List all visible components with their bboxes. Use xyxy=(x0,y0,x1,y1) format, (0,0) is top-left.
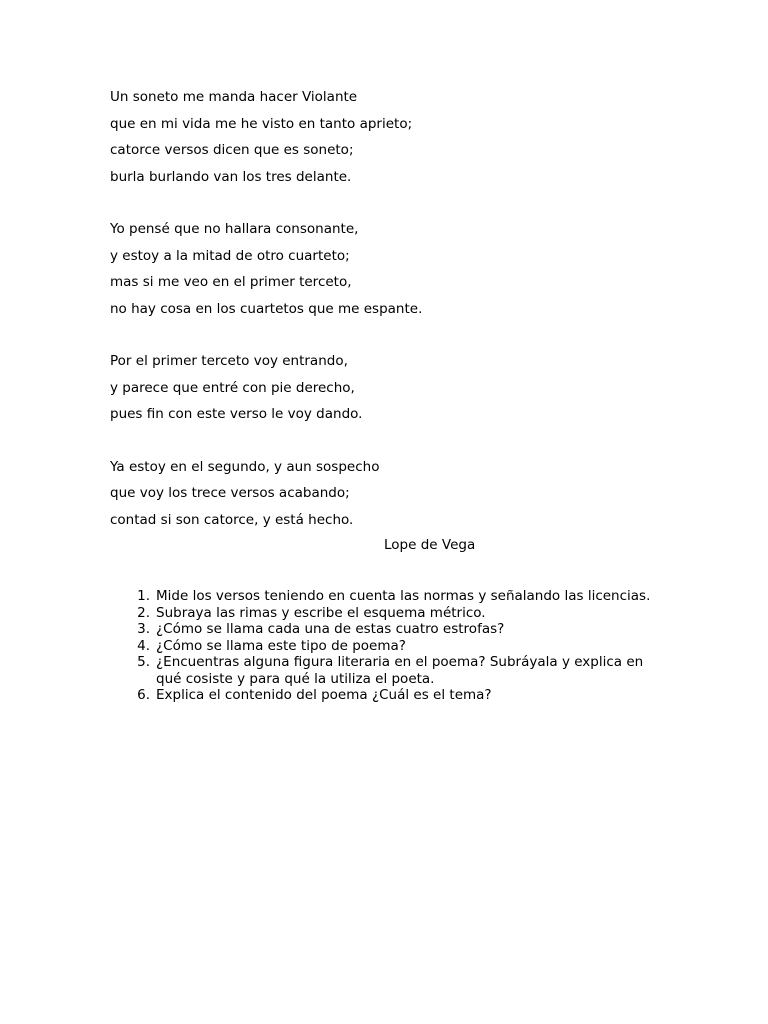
stanza-4 xyxy=(110,454,670,534)
question-item xyxy=(130,621,660,638)
question-item xyxy=(130,638,660,655)
question-number: 3. xyxy=(137,621,150,637)
question-item xyxy=(130,687,660,704)
question-text: Subraya las rimas y escribe el esquema métrico. xyxy=(156,604,486,621)
question-text: Mide los versos teniendo en cuenta las normas y señalando las licencias. xyxy=(156,588,651,604)
verse: mas si me veo en el primer terceto, xyxy=(110,274,352,290)
stanza-3 xyxy=(110,348,670,428)
question-item xyxy=(130,654,660,687)
question-text: ¿Cómo se llama cada una de estas cuatro estrofas? xyxy=(156,621,505,637)
verse: Yo pensé que no hallara consonante, xyxy=(110,221,359,237)
question-list xyxy=(130,588,660,704)
verse: que en mi vida me he visto en tanto aprieto; xyxy=(110,115,413,132)
question-text: ¿Encuentras alguna figura literaria en el poema? Subráyala y explica en qué cosiste y para qué la utiliza el poeta. xyxy=(156,654,644,687)
verse: Por el primer terceto voy entrando, xyxy=(110,353,348,369)
verse: catorce versos dicen que es soneto; xyxy=(110,142,354,158)
stanza-2 xyxy=(110,216,670,322)
question-number: 2. xyxy=(137,604,150,621)
verse: y estoy a la mitad de otro cuarteto; xyxy=(110,247,350,264)
question-number: 1. xyxy=(137,588,150,604)
verse: burla burlando van los tres delante. xyxy=(110,168,352,185)
poem xyxy=(110,84,670,533)
verse: Un soneto me manda hacer Violante xyxy=(110,89,358,105)
verse: contad si son catorce, y está hecho. xyxy=(110,511,354,528)
verse: no hay cosa en los cuartetos que me espante. xyxy=(110,300,423,317)
question-text: ¿Cómo se llama este tipo de poema? xyxy=(156,637,406,654)
verse: pues fin con este verso le voy dando. xyxy=(110,406,363,422)
question-number: 6. xyxy=(137,687,150,703)
question-number: 4. xyxy=(137,637,150,654)
stanza-1 xyxy=(110,84,670,190)
verse: Ya estoy en el segundo, y aun sospecho xyxy=(110,458,380,475)
question-text: Explica el contenido del poema ¿Cuál es el tema? xyxy=(156,687,492,703)
question-number: 5. xyxy=(137,654,150,670)
poem-author: Lope de Vega xyxy=(384,537,476,553)
verse: que voy los trece versos acabando; xyxy=(110,485,350,501)
question-item xyxy=(130,605,660,622)
question-item xyxy=(130,588,660,605)
verse: y parece que entré con pie derecho, xyxy=(110,379,355,396)
